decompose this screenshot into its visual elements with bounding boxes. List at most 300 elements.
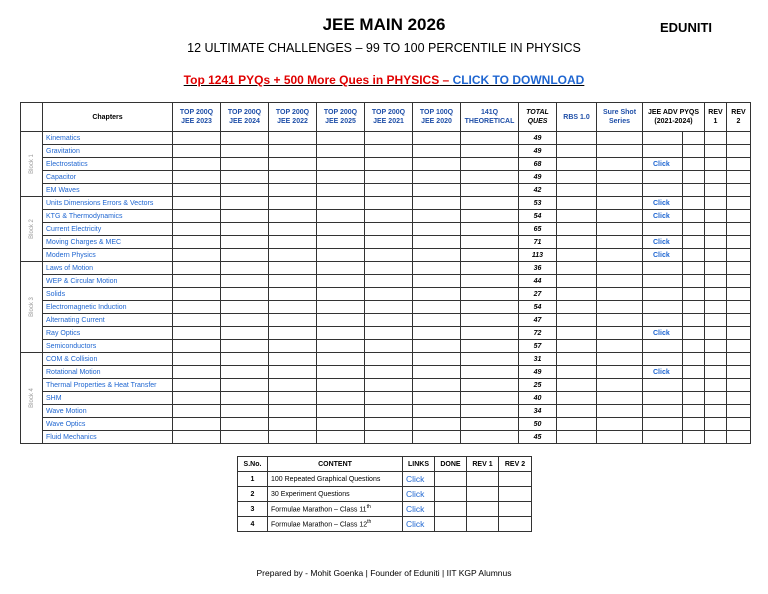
pyq-cell[interactable] [221, 288, 269, 301]
pyq-cell[interactable] [269, 366, 317, 379]
rbs-cell[interactable] [557, 223, 597, 236]
chapter-link[interactable]: Thermal Properties & Heat Transfer [43, 379, 173, 392]
rev2-cell[interactable] [727, 327, 751, 340]
sure-shot-cell[interactable] [597, 262, 643, 275]
pyq-cell[interactable] [413, 314, 461, 327]
pyq-cell[interactable] [221, 392, 269, 405]
chapter-link[interactable]: Semiconductors [43, 340, 173, 353]
rev1-cell[interactable] [705, 275, 727, 288]
pyq-cell[interactable] [269, 418, 317, 431]
pyq-cell[interactable] [413, 379, 461, 392]
pyq-cell[interactable] [173, 184, 221, 197]
pyq-cell[interactable] [461, 249, 519, 262]
sure-shot-cell[interactable] [597, 171, 643, 184]
pyq-cell[interactable] [317, 210, 365, 223]
pyq-cell[interactable] [413, 223, 461, 236]
pyq-cell[interactable] [269, 158, 317, 171]
chapter-link[interactable]: Laws of Motion [43, 262, 173, 275]
pyq-cell[interactable] [173, 340, 221, 353]
pyq-cell[interactable] [317, 314, 365, 327]
pyq-cell[interactable] [413, 366, 461, 379]
pyq-cell[interactable] [173, 288, 221, 301]
sure-shot-cell[interactable] [597, 236, 643, 249]
pyq-cell[interactable] [221, 262, 269, 275]
pyq-cell[interactable] [317, 392, 365, 405]
rev1-cell[interactable] [705, 340, 727, 353]
pyq-cell[interactable] [413, 392, 461, 405]
resource-rev1[interactable] [467, 502, 499, 517]
rev1-cell[interactable] [705, 366, 727, 379]
rev2-cell[interactable] [727, 171, 751, 184]
pyq-cell[interactable] [365, 379, 413, 392]
chapter-link[interactable]: Rotational Motion [43, 366, 173, 379]
chapter-link[interactable]: Wave Optics [43, 418, 173, 431]
chapter-link[interactable]: KTG & Thermodynamics [43, 210, 173, 223]
pyq-cell[interactable] [269, 171, 317, 184]
pyq-cell[interactable] [317, 301, 365, 314]
pyq-cell[interactable] [365, 327, 413, 340]
chapter-link[interactable]: Kinematics [43, 132, 173, 145]
pyq-cell[interactable] [413, 431, 461, 444]
pyq-cell[interactable] [317, 236, 365, 249]
rev2-cell[interactable] [727, 314, 751, 327]
resource-click-link[interactable]: Click [403, 487, 435, 502]
rev2-cell[interactable] [727, 132, 751, 145]
rbs-cell[interactable] [557, 197, 597, 210]
pyq-cell[interactable] [317, 249, 365, 262]
rbs-cell[interactable] [557, 366, 597, 379]
pyq-cell[interactable] [173, 301, 221, 314]
rev2-cell[interactable] [727, 197, 751, 210]
pyq-cell[interactable] [221, 197, 269, 210]
rev2-cell[interactable] [727, 340, 751, 353]
rev1-cell[interactable] [705, 249, 727, 262]
chapter-link[interactable]: Alternating Current [43, 314, 173, 327]
sure-shot-cell[interactable] [597, 249, 643, 262]
rbs-cell[interactable] [557, 353, 597, 366]
pyq-cell[interactable] [317, 275, 365, 288]
rev1-cell[interactable] [705, 431, 727, 444]
pyq-cell[interactable] [221, 223, 269, 236]
rev1-cell[interactable] [705, 379, 727, 392]
pyq-cell[interactable] [461, 431, 519, 444]
rbs-cell[interactable] [557, 392, 597, 405]
rev1-cell[interactable] [705, 418, 727, 431]
rbs-cell[interactable] [557, 431, 597, 444]
rbs-cell[interactable] [557, 314, 597, 327]
pyq-cell[interactable] [365, 431, 413, 444]
resource-rev1[interactable] [467, 517, 499, 532]
pyq-cell[interactable] [461, 184, 519, 197]
rbs-cell[interactable] [557, 210, 597, 223]
sure-shot-cell[interactable] [597, 223, 643, 236]
pyq-cell[interactable] [221, 366, 269, 379]
rev2-cell[interactable] [727, 301, 751, 314]
pyq-cell[interactable] [173, 314, 221, 327]
chapter-link[interactable]: Modern Physics [43, 249, 173, 262]
chapter-link[interactable]: Capacitor [43, 171, 173, 184]
chapter-link[interactable]: SHM [43, 392, 173, 405]
rev2-cell[interactable] [727, 353, 751, 366]
sure-shot-cell[interactable] [597, 288, 643, 301]
rbs-cell[interactable] [557, 171, 597, 184]
pyq-cell[interactable] [365, 340, 413, 353]
sure-shot-cell[interactable] [597, 327, 643, 340]
rev2-cell[interactable] [727, 405, 751, 418]
pyq-cell[interactable] [365, 158, 413, 171]
resource-rev2[interactable] [499, 472, 532, 487]
pyq-cell[interactable] [461, 197, 519, 210]
pyq-cell[interactable] [269, 249, 317, 262]
pyq-cell[interactable] [317, 145, 365, 158]
rbs-cell[interactable] [557, 262, 597, 275]
rev1-cell[interactable] [705, 223, 727, 236]
pyq-cell[interactable] [461, 301, 519, 314]
chapter-link[interactable]: Current Electricity [43, 223, 173, 236]
pyq-cell[interactable] [365, 314, 413, 327]
rbs-cell[interactable] [557, 158, 597, 171]
rev1-cell[interactable] [705, 314, 727, 327]
pyq-cell[interactable] [413, 145, 461, 158]
pyq-cell[interactable] [173, 249, 221, 262]
rev2-cell[interactable] [727, 275, 751, 288]
chapter-link[interactable]: Moving Charges & MEC [43, 236, 173, 249]
sure-shot-cell[interactable] [597, 314, 643, 327]
rev1-cell[interactable] [705, 145, 727, 158]
sure-shot-cell[interactable] [597, 418, 643, 431]
pyq-cell[interactable] [365, 184, 413, 197]
rev1-cell[interactable] [705, 171, 727, 184]
pyq-cell[interactable] [221, 340, 269, 353]
pyq-cell[interactable] [413, 171, 461, 184]
rev1-cell[interactable] [705, 301, 727, 314]
pyq-cell[interactable] [365, 197, 413, 210]
pyq-cell[interactable] [221, 132, 269, 145]
download-link[interactable]: CLICK TO DOWNLOAD [452, 73, 585, 87]
rev2-cell[interactable] [727, 418, 751, 431]
pyq-cell[interactable] [365, 405, 413, 418]
pyq-cell[interactable] [461, 210, 519, 223]
pyq-cell[interactable] [173, 210, 221, 223]
pyq-cell[interactable] [173, 418, 221, 431]
rbs-cell[interactable] [557, 418, 597, 431]
adv-click-link[interactable]: Click [643, 158, 683, 171]
rbs-cell[interactable] [557, 288, 597, 301]
pyq-cell[interactable] [461, 288, 519, 301]
rbs-cell[interactable] [557, 405, 597, 418]
pyq-cell[interactable] [221, 275, 269, 288]
resource-rev2[interactable] [499, 487, 532, 502]
adv-click-link[interactable]: Click [643, 366, 683, 379]
rbs-cell[interactable] [557, 340, 597, 353]
pyq-cell[interactable] [173, 132, 221, 145]
rev1-cell[interactable] [705, 236, 727, 249]
pyq-cell[interactable] [461, 392, 519, 405]
pyq-cell[interactable] [413, 418, 461, 431]
sure-shot-cell[interactable] [597, 405, 643, 418]
pyq-cell[interactable] [413, 249, 461, 262]
pyq-cell[interactable] [461, 340, 519, 353]
sure-shot-cell[interactable] [597, 301, 643, 314]
pyq-cell[interactable] [461, 379, 519, 392]
rbs-cell[interactable] [557, 275, 597, 288]
pyq-cell[interactable] [173, 158, 221, 171]
pyq-cell[interactable] [221, 353, 269, 366]
rev2-cell[interactable] [727, 379, 751, 392]
pyq-cell[interactable] [317, 288, 365, 301]
pyq-cell[interactable] [461, 366, 519, 379]
pyq-cell[interactable] [173, 262, 221, 275]
rev2-cell[interactable] [727, 145, 751, 158]
sure-shot-cell[interactable] [597, 197, 643, 210]
rbs-cell[interactable] [557, 184, 597, 197]
chapter-link[interactable]: COM & Collision [43, 353, 173, 366]
pyq-cell[interactable] [269, 236, 317, 249]
adv-click-link[interactable]: Click [643, 249, 683, 262]
pyq-cell[interactable] [269, 379, 317, 392]
sure-shot-cell[interactable] [597, 392, 643, 405]
chapter-link[interactable]: Units Dimensions Errors & Vectors [43, 197, 173, 210]
pyq-cell[interactable] [221, 431, 269, 444]
pyq-cell[interactable] [317, 353, 365, 366]
rev2-cell[interactable] [727, 431, 751, 444]
sure-shot-cell[interactable] [597, 184, 643, 197]
rev2-cell[interactable] [727, 223, 751, 236]
rev1-cell[interactable] [705, 405, 727, 418]
pyq-cell[interactable] [173, 171, 221, 184]
pyq-cell[interactable] [269, 392, 317, 405]
pyq-cell[interactable] [269, 353, 317, 366]
pyq-cell[interactable] [461, 132, 519, 145]
pyq-cell[interactable] [269, 340, 317, 353]
rev1-cell[interactable] [705, 327, 727, 340]
pyq-cell[interactable] [269, 405, 317, 418]
pyq-cell[interactable] [365, 171, 413, 184]
resource-rev2[interactable] [499, 517, 532, 532]
resource-done[interactable] [435, 517, 467, 532]
resource-done[interactable] [435, 502, 467, 517]
pyq-cell[interactable] [221, 184, 269, 197]
pyq-cell[interactable] [461, 405, 519, 418]
pyq-cell[interactable] [269, 197, 317, 210]
resource-rev1[interactable] [467, 487, 499, 502]
pyq-cell[interactable] [365, 210, 413, 223]
chapter-link[interactable]: Electromagnetic Induction [43, 301, 173, 314]
pyq-cell[interactable] [221, 379, 269, 392]
rev2-cell[interactable] [727, 288, 751, 301]
rev1-cell[interactable] [705, 392, 727, 405]
pyq-cell[interactable] [413, 262, 461, 275]
chapter-link[interactable]: EM Waves [43, 184, 173, 197]
pyq-cell[interactable] [365, 353, 413, 366]
resource-rev1[interactable] [467, 472, 499, 487]
sure-shot-cell[interactable] [597, 145, 643, 158]
chapter-link[interactable]: Gravitation [43, 145, 173, 158]
pyq-cell[interactable] [173, 431, 221, 444]
pyq-cell[interactable] [413, 184, 461, 197]
pyq-cell[interactable] [461, 223, 519, 236]
pyq-cell[interactable] [269, 288, 317, 301]
pyq-cell[interactable] [461, 314, 519, 327]
adv-click-link[interactable]: Click [643, 210, 683, 223]
chapter-link[interactable]: Wave Motion [43, 405, 173, 418]
chapter-link[interactable]: Fluid Mechanics [43, 431, 173, 444]
pyq-cell[interactable] [413, 301, 461, 314]
pyq-cell[interactable] [221, 171, 269, 184]
rev1-cell[interactable] [705, 158, 727, 171]
pyq-cell[interactable] [317, 197, 365, 210]
sure-shot-cell[interactable] [597, 210, 643, 223]
pyq-cell[interactable] [365, 132, 413, 145]
rev1-cell[interactable] [705, 197, 727, 210]
pyq-cell[interactable] [173, 366, 221, 379]
pyq-cell[interactable] [221, 327, 269, 340]
pyq-cell[interactable] [413, 353, 461, 366]
pyq-cell[interactable] [365, 301, 413, 314]
pyq-cell[interactable] [317, 262, 365, 275]
rbs-cell[interactable] [557, 236, 597, 249]
resource-click-link[interactable]: Click [403, 517, 435, 532]
rev1-cell[interactable] [705, 262, 727, 275]
sure-shot-cell[interactable] [597, 275, 643, 288]
pyq-cell[interactable] [269, 327, 317, 340]
pyq-cell[interactable] [317, 366, 365, 379]
pyq-cell[interactable] [365, 288, 413, 301]
pyq-cell[interactable] [221, 249, 269, 262]
sure-shot-cell[interactable] [597, 431, 643, 444]
rev2-cell[interactable] [727, 184, 751, 197]
rev2-cell[interactable] [727, 262, 751, 275]
pyq-cell[interactable] [317, 171, 365, 184]
pyq-cell[interactable] [173, 197, 221, 210]
rbs-cell[interactable] [557, 132, 597, 145]
resource-done[interactable] [435, 487, 467, 502]
pyq-cell[interactable] [221, 236, 269, 249]
pyq-cell[interactable] [317, 405, 365, 418]
sure-shot-cell[interactable] [597, 132, 643, 145]
pyq-cell[interactable] [221, 210, 269, 223]
rev1-cell[interactable] [705, 184, 727, 197]
pyq-cell[interactable] [413, 288, 461, 301]
pyq-cell[interactable] [413, 132, 461, 145]
pyq-cell[interactable] [317, 431, 365, 444]
rev1-cell[interactable] [705, 210, 727, 223]
pyq-cell[interactable] [365, 418, 413, 431]
rev1-cell[interactable] [705, 353, 727, 366]
pyq-cell[interactable] [365, 392, 413, 405]
adv-click-link[interactable]: Click [643, 197, 683, 210]
pyq-cell[interactable] [269, 314, 317, 327]
pyq-cell[interactable] [461, 275, 519, 288]
pyq-cell[interactable] [269, 275, 317, 288]
chapter-link[interactable]: Electrostatics [43, 158, 173, 171]
pyq-cell[interactable] [413, 327, 461, 340]
pyq-cell[interactable] [461, 158, 519, 171]
pyq-cell[interactable] [173, 379, 221, 392]
sure-shot-cell[interactable] [597, 158, 643, 171]
pyq-cell[interactable] [269, 431, 317, 444]
rbs-cell[interactable] [557, 145, 597, 158]
pyq-cell[interactable] [413, 158, 461, 171]
pyq-cell[interactable] [221, 301, 269, 314]
pyq-cell[interactable] [365, 223, 413, 236]
rev2-cell[interactable] [727, 249, 751, 262]
chapter-link[interactable]: Ray Optics [43, 327, 173, 340]
rev2-cell[interactable] [727, 158, 751, 171]
pyq-cell[interactable] [173, 327, 221, 340]
pyq-cell[interactable] [221, 314, 269, 327]
pyq-cell[interactable] [317, 379, 365, 392]
pyq-cell[interactable] [173, 275, 221, 288]
pyq-cell[interactable] [173, 236, 221, 249]
pyq-cell[interactable] [365, 236, 413, 249]
pyq-cell[interactable] [269, 210, 317, 223]
resource-done[interactable] [435, 472, 467, 487]
pyq-cell[interactable] [173, 353, 221, 366]
pyq-cell[interactable] [173, 392, 221, 405]
pyq-cell[interactable] [269, 301, 317, 314]
pyq-cell[interactable] [365, 262, 413, 275]
pyq-cell[interactable] [221, 405, 269, 418]
rev1-cell[interactable] [705, 132, 727, 145]
pyq-cell[interactable] [461, 236, 519, 249]
pyq-cell[interactable] [461, 145, 519, 158]
rev2-cell[interactable] [727, 366, 751, 379]
pyq-cell[interactable] [221, 158, 269, 171]
pyq-cell[interactable] [461, 262, 519, 275]
pyq-cell[interactable] [269, 223, 317, 236]
pyq-cell[interactable] [173, 223, 221, 236]
pyq-cell[interactable] [461, 171, 519, 184]
pyq-cell[interactable] [317, 418, 365, 431]
pyq-cell[interactable] [365, 145, 413, 158]
pyq-cell[interactable] [173, 145, 221, 158]
pyq-cell[interactable] [461, 327, 519, 340]
rev2-cell[interactable] [727, 210, 751, 223]
pyq-cell[interactable] [365, 249, 413, 262]
rbs-cell[interactable] [557, 327, 597, 340]
rev1-cell[interactable] [705, 288, 727, 301]
pyq-cell[interactable] [365, 275, 413, 288]
chapter-link[interactable]: Solids [43, 288, 173, 301]
pyq-cell[interactable] [461, 418, 519, 431]
rbs-cell[interactable] [557, 379, 597, 392]
pyq-cell[interactable] [221, 418, 269, 431]
pyq-cell[interactable] [365, 366, 413, 379]
pyq-cell[interactable] [461, 353, 519, 366]
pyq-cell[interactable] [413, 210, 461, 223]
pyq-cell[interactable] [413, 197, 461, 210]
resource-rev2[interactable] [499, 502, 532, 517]
pyq-cell[interactable] [413, 340, 461, 353]
pyq-cell[interactable] [269, 145, 317, 158]
pyq-cell[interactable] [317, 184, 365, 197]
resource-click-link[interactable]: Click [403, 502, 435, 517]
pyq-cell[interactable] [317, 158, 365, 171]
pyq-cell[interactable] [173, 405, 221, 418]
adv-click-link[interactable]: Click [643, 327, 683, 340]
pyq-cell[interactable] [269, 184, 317, 197]
pyq-cell[interactable] [221, 145, 269, 158]
sure-shot-cell[interactable] [597, 379, 643, 392]
resource-click-link[interactable]: Click [403, 472, 435, 487]
pyq-cell[interactable] [317, 340, 365, 353]
pyq-cell[interactable] [413, 405, 461, 418]
pyq-cell[interactable] [413, 275, 461, 288]
sure-shot-cell[interactable] [597, 340, 643, 353]
pyq-cell[interactable] [317, 132, 365, 145]
sure-shot-cell[interactable] [597, 353, 643, 366]
